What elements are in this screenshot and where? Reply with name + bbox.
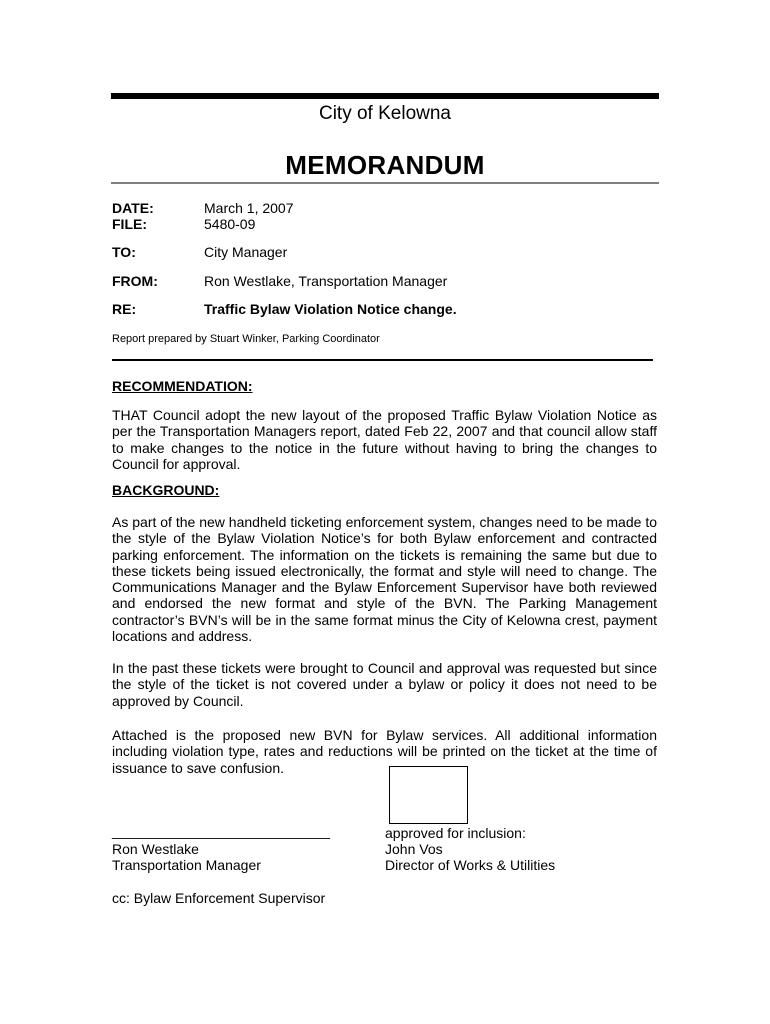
date-value: March 1, 2007 xyxy=(204,200,294,216)
signer-title: Transportation Manager xyxy=(112,857,261,873)
top-rule xyxy=(111,93,659,99)
file-value: 5480-09 xyxy=(204,216,256,232)
background-paragraph-3: Attached is the proposed new BVN for Bylaw services. All additional information including violation type, rates and reductions will be printed on the ticket at the time of issuance to save confusion. xyxy=(112,727,657,776)
date-label: DATE: xyxy=(112,200,154,216)
re-label: RE: xyxy=(112,301,137,317)
organization-name: City of Kelowna xyxy=(318,103,451,124)
background-paragraph-1: As part of the new handheld ticketing enforcement system, changes need to be made to the style of the Bylaw Violation Notice’s for both Bylaw enforcement and contracted parking enforcement. The information on the tickets is remaining the same but due to these tickets being issued electronically, the format and style will need to change. The Communications Manager and the Bylaw Enforcement Supervisor have both reviewed and endorsed the new format and style of the BVN. The Parking Management contractor’s BVN’s will be in the same format minus the City of Kelowna crest, payment locations and address. xyxy=(112,514,657,645)
re-value: Traffic Bylaw Violation Notice change. xyxy=(204,301,457,317)
approval-signature-box xyxy=(389,766,468,824)
approver-name: John Vos xyxy=(385,841,443,857)
section-divider xyxy=(112,359,653,361)
from-label: FROM: xyxy=(112,273,158,289)
recommendation-text: THAT Council adopt the new layout of the proposed Traffic Bylaw Violation Notice as per the Transportation Managers report, dated Feb 22, 2007 and that council allow staff to make changes to the notice in the future without having to bring the changes to Council for approval. xyxy=(112,407,657,472)
background-paragraph-2: In the past these tickets were brought to Council and approval was requested but since the style of the ticket is not covered under a bylaw or policy it does not need to be approved by Council. xyxy=(112,660,657,709)
cc-line: cc: Bylaw Enforcement Supervisor xyxy=(112,890,326,906)
signature-line: ____________________________ xyxy=(112,823,331,839)
memo-title: MEMORANDUM xyxy=(285,150,485,180)
to-value: City Manager xyxy=(204,244,288,260)
signer-name: Ron Westlake xyxy=(112,841,199,857)
title-rule xyxy=(111,182,659,184)
file-label: FILE: xyxy=(112,216,147,232)
to-label: TO: xyxy=(112,244,136,260)
from-value: Ron Westlake, Transportation Manager xyxy=(204,273,448,289)
recommendation-heading: RECOMMENDATION: xyxy=(112,378,253,394)
approver-title: Director of Works & Utilities xyxy=(385,857,556,873)
background-heading: BACKGROUND: xyxy=(112,482,220,498)
prepared-by: Report prepared by Stuart Winker, Parking Coordinator xyxy=(112,333,380,345)
approval-label: approved for inclusion: xyxy=(385,825,526,841)
